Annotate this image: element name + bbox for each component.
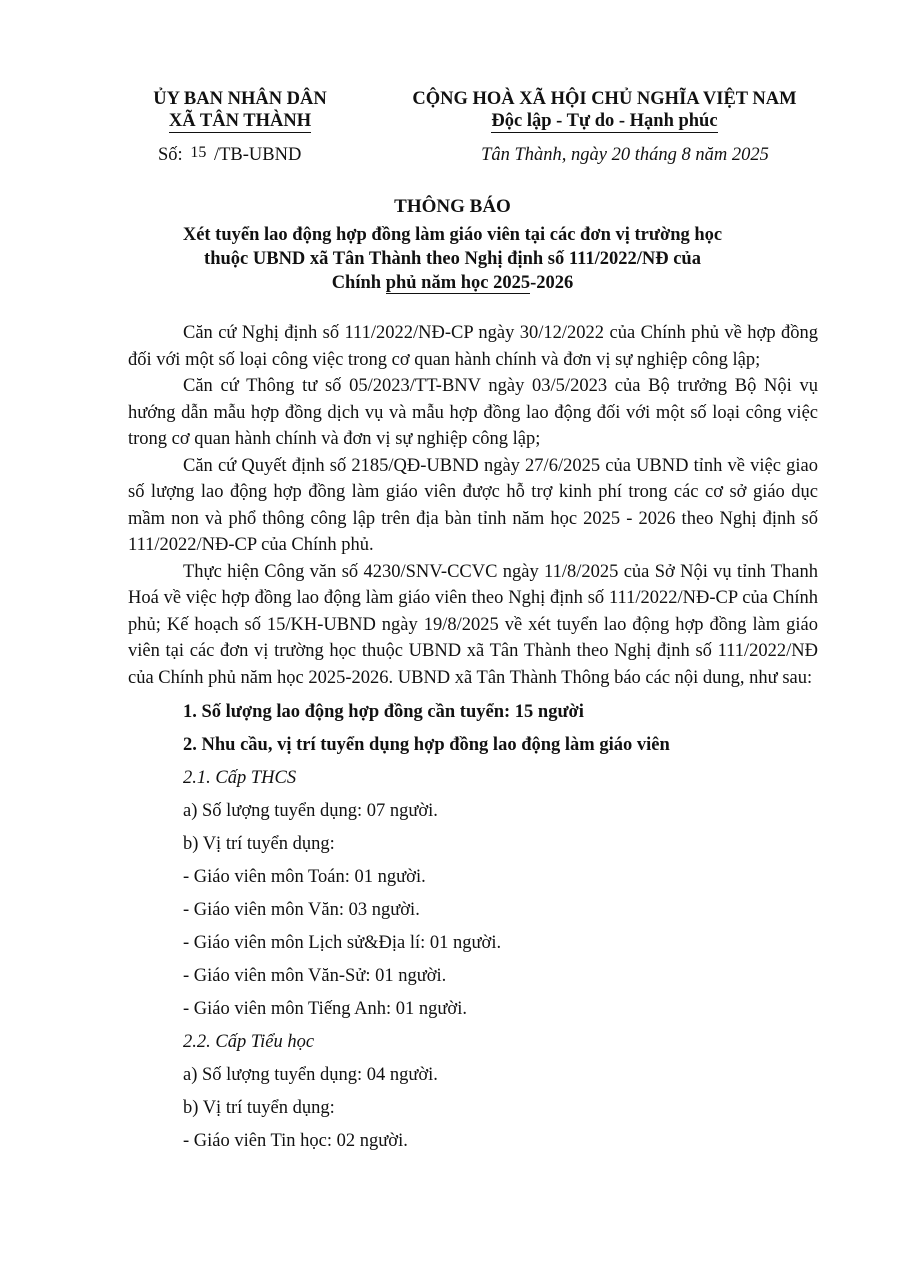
tieuhoc-position-item: - Giáo viên Tin học: 02 người.: [183, 1131, 408, 1151]
document-body: [128, 320, 818, 1155]
subtitle-line-3a: Chính: [331, 273, 386, 293]
national-title: [382, 88, 827, 133]
thcs-position-item: - Giáo viên môn Tiếng Anh: 01 người.: [183, 999, 467, 1019]
document-title: THÔNG BÁO: [394, 196, 511, 217]
thcs-positions-label: b) Vị trí tuyển dụng:: [183, 834, 335, 854]
document-date: Tân Thành, ngày 20 tháng 8 năm 2025: [481, 145, 769, 165]
authority-line-1: ỦY BAN NHÂN DÂN: [153, 89, 327, 109]
issuing-authority: [130, 88, 350, 133]
document-number-value: 15: [190, 144, 207, 161]
thcs-position-item: - Giáo viên môn Toán: 01 người.: [183, 867, 426, 887]
section-1-heading: 1. Số lượng lao động hợp đồng cần tuyển: 15 người: [183, 702, 584, 722]
implementation-paragraph: Thực hiện Công văn số 4230/SNV-CCVC ngày 11/8/2025 của Sở Nội vụ tỉnh Thanh Hoá về việc hợp đồng lao động làm giáo viên theo Nghị định số 111/2022/NĐ-CP của Chính phủ; Kế hoạch số 15/KH-UBND ngày 19/8/2025 về xét tuyển lao động hợp đồng làm giáo viên tại các đơn vị trường học thuộc UBND xã Tân Thành theo Nghị định số 111/2022/NĐ của Chính phủ năm học 2025-2026. UBND xã Tân Thành Thông báo các nội dung, như sau:: [128, 561, 818, 688]
thcs-position-item: - Giáo viên môn Văn-Sử: 01 người.: [183, 966, 447, 986]
tieuhoc-heading: 2.2. Cấp Tiểu học: [183, 1032, 315, 1052]
subtitle-line-3: [120, 271, 785, 295]
national-title-line-1: CỘNG HOÀ XÃ HỘI CHỦ NGHĨA VIỆT NAM: [412, 89, 797, 109]
document-number: [158, 144, 301, 167]
thcs-heading: 2.1. Cấp THCS: [183, 768, 297, 788]
thcs-position-item: - Giáo viên môn Lịch sử&Địa lí: 01 người.: [183, 933, 502, 953]
document-number-suffix: /TB-UBND: [213, 145, 302, 165]
subtitle-line-1: Xét tuyển lao động hợp đồng làm giáo viên tại các đơn vị trường học: [182, 225, 723, 245]
legal-basis-paragraph: Căn cứ Thông tư số 05/2023/TT-BNV ngày 03/5/2023 của Bộ trưởng Bộ Nội vụ hướng dẫn mẫu hợp đồng dịch vụ và mẫu hợp đồng lao động đối với một số loại công việc trong cơ quan hành chính và đơn vị sự nghiệp công lập;: [128, 376, 818, 449]
thcs-position-item: - Giáo viên môn Văn: 03 người.: [183, 900, 420, 920]
document-subtitle: [120, 223, 785, 295]
subtitle-line-2: thuộc UBND xã Tân Thành theo Nghị định số 111/2022/NĐ của: [204, 249, 701, 269]
thcs-quantity: a) Số lượng tuyển dụng: 07 người.: [183, 801, 438, 821]
legal-basis-paragraph: Căn cứ Nghị định số 111/2022/NĐ-CP ngày 30/12/2022 của Chính phủ về hợp đồng đối với một số loại công việc trong cơ quan hành chính và đơn vị sự nghiệp công lập;: [128, 323, 818, 370]
tieuhoc-positions-label: b) Vị trí tuyển dụng:: [183, 1098, 335, 1118]
national-motto: Độc lập - Tự do - Hạnh phúc: [491, 111, 718, 131]
subtitle-line-3c: -2026: [530, 273, 574, 293]
legal-basis-paragraph: Căn cứ Quyết định số 2185/QĐ-UBND ngày 27/6/2025 của UBND tỉnh về việc giao số lượng lao động hợp đồng làm giáo viên được hỗ trợ kinh phí trong các cơ sở giáo dục mầm non và phổ thông công lập trên địa bàn tỉnh năm học 2025 - 2026 theo Nghị định số 111/2022/NĐ-CP của Chính phủ.: [128, 455, 818, 555]
tieuhoc-quantity: a) Số lượng tuyển dụng: 04 người.: [183, 1065, 438, 1085]
authority-line-2: XÃ TÂN THÀNH: [168, 111, 312, 131]
document-number-prefix: Số:: [158, 145, 183, 165]
section-2-heading: 2. Nhu cầu, vị trí tuyển dụng hợp đồng lao động làm giáo viên: [183, 735, 670, 755]
subtitle-line-3b: phủ năm học 2025: [385, 273, 531, 293]
